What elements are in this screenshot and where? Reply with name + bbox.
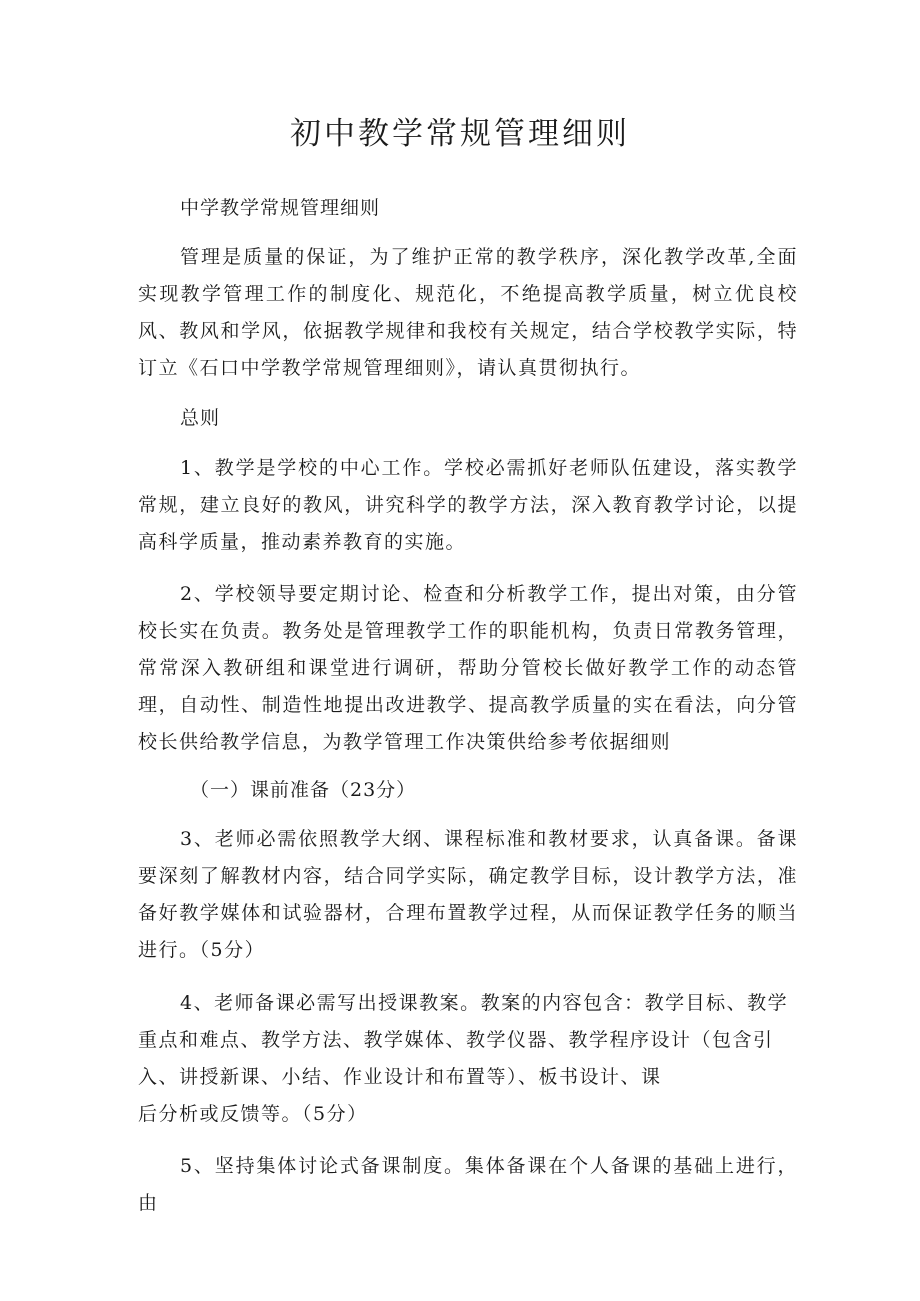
article-4-line: 重点和难点、教学方法、教学媒体、教学仪器、教学程序设计（包含引 [138,1029,774,1051]
general-heading: 总则 [180,407,221,429]
intro-paragraph: 管理是质量的保证，为了维护正常的教学秩序，深化教学改革,全面实现教学管理工作的制度化、规范化，不绝提高教学质量，树立优良校风、教风和学风，依据教学规律和我校有关规定，结合学校教学实际，特订立《石口中学教学常规管理细则》，请认真贯彻执行。 [138,246,798,379]
article-4-paragraph [138,985,798,1133]
article-4-line: 入、讲授新课、小结、作业设计和布置等）、板书设计、课 [138,1066,662,1088]
document-title: 初中教学常规管理细则 [290,116,630,152]
section-1-heading: （一）课前准备（23分） [190,779,417,801]
document-subtitle: 中学教学常规管理细则 [180,197,381,219]
article-4-line: 后分析或反馈等。（5分） [138,1103,368,1125]
article-3-paragraph: 3、老师必需依照教学大纲、课程标准和教材要求，认真备课。备课要深刻了解教材内容，结合同学实际，确定教学目标，设计教学方法，准备好教学媒体和试验器材，合理布置教学过程，从而保证教学任务的顺当进行。（5分） [138,828,798,961]
article-1-paragraph: 1、教学是学校的中心工作。学校必需抓好老师队伍建设，落实教学常规，建立良好的教风，讲究科学的教学方法，深入教育教学讨论，以提高科学质量，推动素养教育的实施。 [138,457,798,553]
article-4-line: 4、老师备课必需写出授课教案。教案的内容包含：教学目标、教学 [180,992,789,1014]
article-2-paragraph: 2、学校领导要定期讨论、检查和分析教学工作，提出对策，由分管校长实在负责。教务处是管理教学工作的职能机构，负责日常教务管理，常常深入教研组和课堂进行调研，帮助分管校长做好教学工作的动态管理，自动性、制造性地提出改进教学、提高教学质量的实在看法，向分管校长供给教学信息，为教学管理工作决策供给参考依据细则 [138,583,798,753]
article-5-paragraph: 5、坚持集体讨论式备课制度。集体备课在个人备课的基础上进行，由 [138,1155,798,1214]
